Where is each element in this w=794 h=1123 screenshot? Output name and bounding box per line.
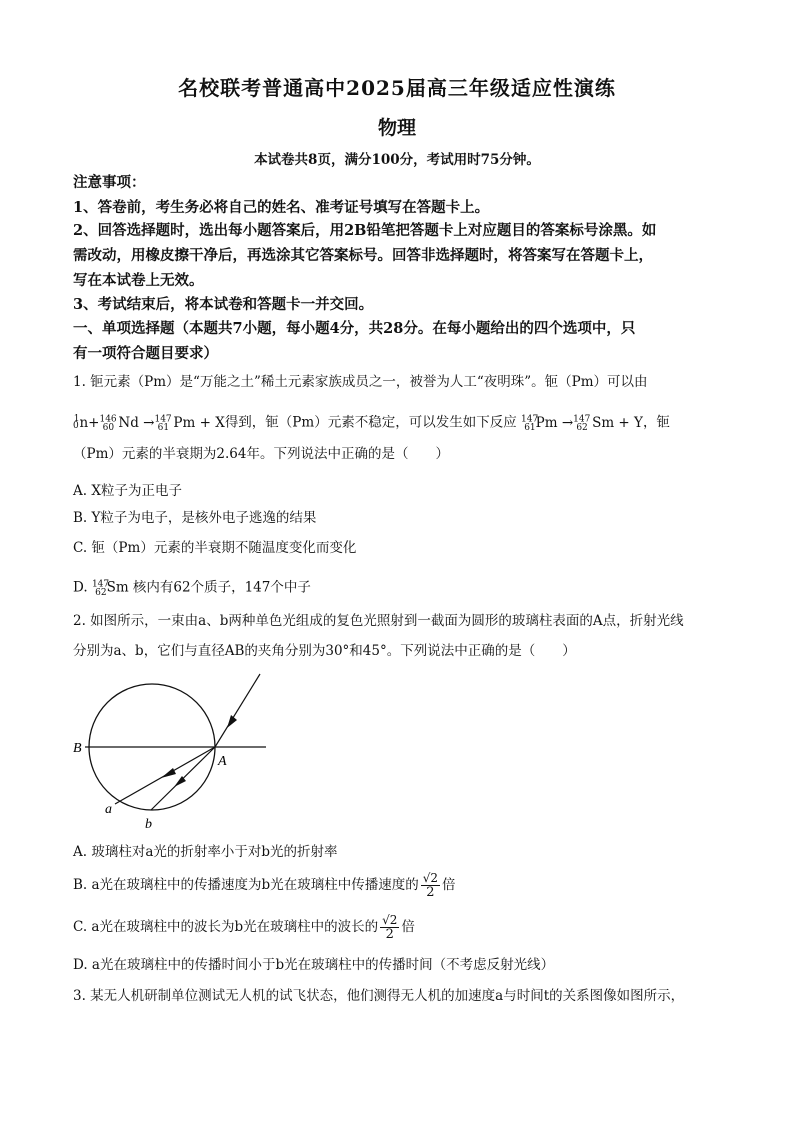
q2-option-c-text: C. a光在玻璃柱中的波长为b光在玻璃柱中的波长的 (73, 919, 379, 935)
q1-reaction-1: $_0^1$n+$^{146}_{60}$ Nd →$^{147}_{61}$ Pm + X (73, 414, 225, 434)
notes-heading: 注意事项： (73, 174, 146, 191)
note-item-1: 1、答卷前，考生务必将自己的姓名、准考证号填写在答题卡上。 (73, 199, 490, 216)
exam-subject: 物理 (377, 117, 416, 139)
fraction-numerator: √2 (422, 871, 438, 885)
q1-option-d-text: Sm 核内有62个质子，147个中子 (106, 579, 311, 596)
incident-ray-arrow (227, 715, 237, 728)
section-1-heading-line-1: 一、单项选择题（本题共7小题，每小题4分，共28分。在每小题给出的四个选项中，只 (73, 320, 636, 337)
q2-option-b-suffix: 倍 (441, 877, 456, 893)
q1-option-d-label: D. (73, 579, 88, 596)
fraction-denominator: 2 (426, 885, 435, 900)
fraction-denominator: 2 (385, 927, 394, 942)
q2-stem-line-2: 分别为a、b，它们与直径AB的夹角分别为30°和45°。下列说法中正确的是（ ） (73, 643, 576, 659)
q1-option-d (73, 573, 723, 604)
note-item-3: 3、考试结束后，将本试卷和答题卡一并交回。 (73, 296, 374, 313)
q2-circle-diagram (65, 668, 285, 836)
exam-title: 名校联考普通高中2025届高三年级适应性演练 (178, 76, 616, 100)
q2-stem-line-1: 2. 如图所示，一束由a、b两种单色光组成的复色光照射到一截面为圆形的玻璃柱表面的A点，折射光线 (73, 613, 684, 629)
q2-option-c (73, 910, 723, 944)
q1-stem-line-2-text: 得到，钷（Pm）元素不稳定，可以发生如下反应 (224, 414, 517, 431)
q1-option-c: C. 钷（Pm）元素的半衰期不随温度变化而变化 (73, 540, 357, 556)
sqrt2-over-2-fraction (421, 871, 440, 900)
note-item-2-line-3: 写在本试卷上无效。 (73, 272, 204, 289)
section-1-heading-line-2: 有一项符合题目要求） (73, 345, 218, 362)
note-item-2-line-1: 2、回答选择题时，选出每小题答案后，用2B铅笔把答题卡上对应题目的答案标号涂黑。如 (73, 222, 657, 239)
label-a-point: A (218, 754, 227, 769)
q1-option-a: A. X粒子为正电子 (73, 483, 182, 499)
q2-option-d: D. a光在玻璃柱中的传播时间小于b光在玻璃柱中的传播时间（不考虑反射光线） (73, 957, 555, 973)
q1-option-d-nuclide: $^{147}_{62}$ (91, 579, 110, 599)
label-ray-b: b (145, 817, 152, 832)
q1-reaction-2: $^{147}_{61}$Pm →$^{147}_{62}$ Sm + Y (521, 414, 643, 434)
q2-option-c-suffix: 倍 (401, 919, 415, 935)
q1-stem-line-3: （Pm）元素的半衰期为2.64年。下列说法中正确的是（ ） (73, 446, 449, 462)
label-ray-a: a (105, 802, 112, 817)
q1-option-b: B. Y粒子为电子，是核外电子逃逸的结果 (73, 510, 317, 526)
incident-ray (215, 674, 260, 747)
q2-option-b-text: B. a光在玻璃柱中的传播速度为b光在玻璃柱中传播速度的 (73, 877, 419, 893)
refracted-ray-a-arrow (161, 768, 176, 778)
fraction-numerator: √2 (382, 913, 398, 927)
note-item-2-line-2: 需改动，用橡皮擦干净后，再选涂其它答案标号。回答非选择题时，将答案写在答题卡上， (73, 247, 653, 264)
sqrt2-over-2-fraction (380, 913, 399, 942)
q1-stem-line-2-tail: ，钷 (642, 414, 670, 431)
q1-stem-line-2 (73, 408, 723, 439)
label-b-point: B (73, 741, 82, 756)
q2-option-b (73, 868, 723, 902)
q1-stem-line-1: 1. 钷元素（Pm）是“万能之土”稀土元素家族成员之一，被誉为人工“夜明珠”。钷（Pm）可以由 (73, 374, 648, 390)
q3-stem-line-1: 3. 某无人机研制单位测试无人机的试飞状态，他们测得无人机的加速度a与时间t的关系图像如图所示， (73, 988, 685, 1004)
q2-option-a: A. 玻璃柱对a光的折射率小于对b光的折射率 (73, 844, 338, 860)
exam-info: 本试卷共8页，满分100分，考试用时75分钟。 (254, 152, 540, 168)
